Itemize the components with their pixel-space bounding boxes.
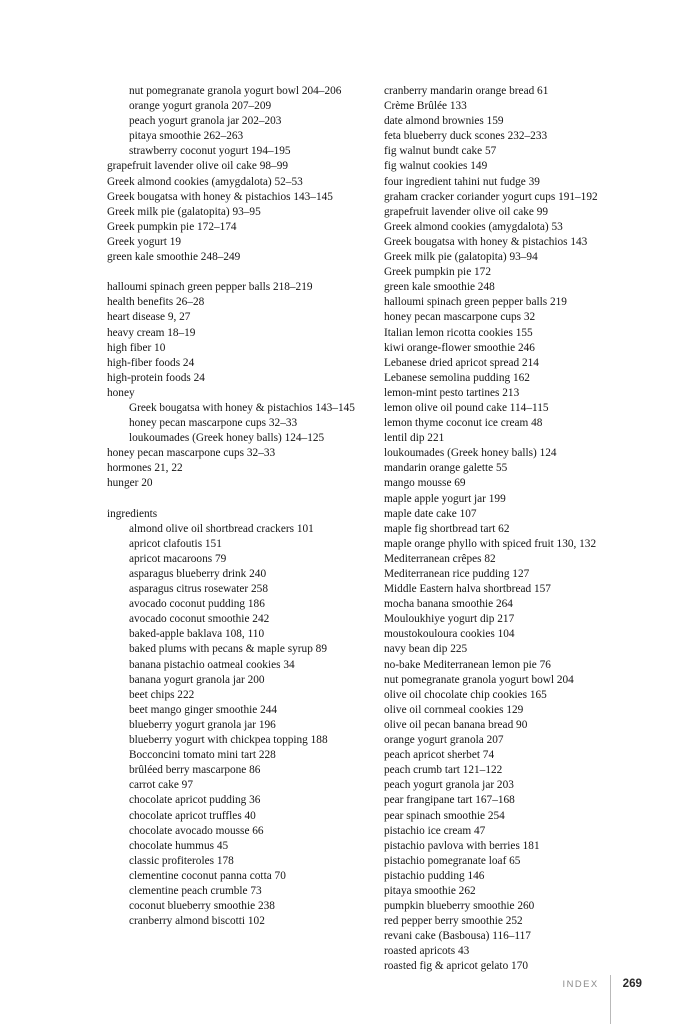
index-entry: halloumi spinach green pepper balls 218–219: [107, 281, 313, 294]
index-entry: lemon olive oil pound cake 114–115: [384, 401, 549, 414]
index-entry: honey pecan mascarpone cups 32: [384, 311, 536, 324]
index-entry: fig walnut cookies 149: [384, 160, 488, 173]
index-subentry: banana pistachio oatmeal cookies 34: [129, 658, 295, 671]
index-entry: pumpkin blueberry smoothie 260: [384, 900, 535, 913]
index-entry: mandarin orange galette 55: [384, 462, 508, 475]
index-entry: Greek bougatsa with honey & pistachios 143: [384, 235, 588, 248]
index-subentry: almond olive oil shortbread crackers 101: [129, 522, 314, 535]
index-entry: high-protein foods 24: [107, 371, 205, 384]
index-subentry: banana yogurt granola jar 200: [129, 673, 265, 686]
index-entry: orange yogurt granola 207: [384, 734, 504, 747]
index-entry: Greek bougatsa with honey & pistachios 143–145: [107, 190, 333, 203]
index-entry: kiwi orange-flower smoothie 246: [384, 341, 535, 354]
index-entry: nut pomegranate granola yogurt bowl 204: [384, 673, 574, 686]
index-entry: honey: [107, 386, 135, 399]
index-entry: fig walnut bundt cake 57: [384, 145, 497, 158]
index-entry: loukoumades (Greek honey balls) 124: [384, 447, 557, 460]
index-subentry: brûléed berry mascarpone 86: [129, 764, 261, 777]
footer-section-label: INDEX: [562, 978, 599, 989]
index-entry: Greek pumpkin pie 172: [384, 266, 491, 279]
index-subentry: loukoumades (Greek honey balls) 124–125: [129, 432, 325, 445]
index-entry: Crème Brûlée 133: [384, 100, 467, 113]
index-entry: grapefruit lavender olive oil cake 98–99: [107, 160, 288, 173]
index-entry: revani cake (Basbousa) 116–117: [384, 930, 531, 943]
index-entry: heart disease 9, 27: [107, 311, 191, 324]
index-entry: heavy cream 18–19: [107, 326, 196, 339]
index-entry: maple date cake 107: [384, 507, 477, 520]
index-subentry: blueberry yogurt granola jar 196: [129, 718, 276, 731]
index-entry: pistachio pomegranate loaf 65: [384, 854, 521, 867]
index-entry: cranberry mandarin orange bread 61: [384, 85, 549, 97]
index-subentry: chocolate hummus 45: [129, 839, 229, 852]
index-subentry: apricot clafoutis 151: [129, 537, 222, 550]
index-entry: navy bean dip 225: [384, 643, 468, 656]
index-columns: [0, 84, 682, 975]
index-entry: ingredients: [107, 507, 158, 520]
index-subentry: honey pecan mascarpone cups 32–33: [129, 417, 298, 430]
index-subentry: chocolate apricot pudding 36: [129, 794, 261, 807]
index-subentry: nut pomegranate granola yogurt bowl 204–206: [129, 85, 342, 97]
index-entry: lentil dip 221: [384, 432, 445, 445]
index-entry: honey pecan mascarpone cups 32–33: [107, 447, 276, 460]
index-entry: maple fig shortbread tart 62: [384, 522, 510, 535]
index-entry: Middle Eastern halva shortbread 157: [384, 583, 551, 596]
index-subentry: peach yogurt granola jar 202–203: [129, 115, 282, 128]
index-entry: high-fiber foods 24: [107, 356, 195, 369]
index-entry: green kale smoothie 248: [384, 281, 495, 294]
index-entry: Greek yogurt 19: [107, 235, 182, 248]
index-subentry: carrot cake 97: [129, 779, 193, 792]
index-subentry: baked-apple baklava 108, 110: [129, 628, 265, 641]
index-entry: pistachio pudding 146: [384, 869, 485, 882]
index-subentry: blueberry yogurt with chickpea topping 188: [129, 734, 328, 747]
index-entry: maple orange phyllo with spiced fruit 130, 132: [384, 537, 597, 550]
index-entry: hormones 21, 22: [107, 462, 183, 475]
index-entry: date almond brownies 159: [384, 115, 504, 128]
index-entry: red pepper berry smoothie 252: [384, 915, 523, 928]
index-entry: pear spinach smoothie 254: [384, 809, 505, 822]
index-subentry: chocolate avocado mousse 66: [129, 824, 264, 837]
index-entry: hunger 20: [107, 477, 153, 490]
index-entry: Greek milk pie (galatopita) 93–94: [384, 251, 538, 264]
index-subentry: Bocconcini tomato mini tart 228: [129, 749, 276, 762]
index-subentry: chocolate apricot truffles 40: [129, 809, 256, 822]
index-entry: halloumi spinach green pepper balls 219: [384, 296, 567, 309]
index-entry: pear frangipane tart 167–168: [384, 794, 515, 807]
index-subentry: coconut blueberry smoothie 238: [129, 900, 275, 913]
index-entry: maple apple yogurt jar 199: [384, 492, 506, 505]
index-entry: peach crumb tart 121–122: [384, 764, 503, 777]
index-entry: Lebanese semolina pudding 162: [384, 371, 530, 384]
index-entry: green kale smoothie 248–249: [107, 251, 241, 264]
index-subentry: classic profiteroles 178: [129, 854, 234, 867]
index-entry: lemon-mint pesto tartines 213: [384, 386, 520, 399]
index-subentry: orange yogurt granola 207–209: [129, 100, 272, 113]
index-subentry: strawberry coconut yogurt 194–195: [129, 145, 291, 158]
index-subentry: cranberry almond biscotti 102: [129, 915, 265, 928]
index-subentry: Greek bougatsa with honey & pistachios 143–145: [129, 401, 355, 414]
index-entry: Lebanese dried apricot spread 214: [384, 356, 539, 369]
index-entry: lemon thyme coconut ice cream 48: [384, 417, 543, 430]
index-entry: grapefruit lavender olive oil cake 99: [384, 205, 549, 218]
index-entry: olive oil chocolate chip cookies 165: [384, 688, 547, 701]
page-footer: [0, 975, 682, 1024]
index-subentry: asparagus blueberry drink 240: [129, 568, 267, 580]
index-entry: olive oil cornmeal cookies 129: [384, 703, 524, 716]
index-subentry: baked plums with pecans & maple syrup 89: [129, 643, 327, 656]
index-entry: Greek almond cookies (amygdalota) 53: [384, 220, 563, 233]
index-entry: roasted apricots 43: [384, 945, 470, 958]
index-entry: Greek almond cookies (amygdalota) 52–53: [107, 175, 303, 188]
index-subentry: avocado coconut pudding 186: [129, 598, 265, 611]
index-subentry: avocado coconut smoothie 242: [129, 613, 270, 626]
index-subentry: clementine coconut panna cotta 70: [129, 869, 286, 882]
index-entry: Greek milk pie (galatopita) 93–95: [107, 205, 261, 218]
index-entry: olive oil pecan banana bread 90: [384, 718, 528, 731]
index-entry: high fiber 10: [107, 341, 166, 354]
index-entry: Mediterranean crêpes 82: [384, 552, 496, 565]
index-column-right: [384, 84, 646, 975]
index-entry: peach yogurt granola jar 203: [384, 779, 514, 792]
index-entry: Greek pumpkin pie 172–174: [107, 220, 237, 233]
index-subentry: beet mango ginger smoothie 244: [129, 703, 278, 716]
index-subentry: apricot macaroons 79: [129, 552, 227, 565]
index-subentry: asparagus citrus rosewater 258: [129, 583, 268, 596]
index-entry: pistachio ice cream 47: [384, 824, 486, 837]
index-entry: graham cracker coriander yogurt cups 191–192: [384, 190, 598, 203]
index-entry: four ingredient tahini nut fudge 39: [384, 175, 540, 188]
index-subentry: pitaya smoothie 262–263: [129, 130, 244, 143]
index-subentry: beet chips 222: [129, 688, 195, 701]
index-column-left: [107, 84, 357, 929]
index-subentry: clementine peach crumble 73: [129, 884, 262, 897]
index-entry: roasted fig & apricot gelato 170: [384, 960, 528, 973]
entry-group-gap: [107, 265, 357, 280]
index-entry: mocha banana smoothie 264: [384, 598, 513, 611]
index-entry: Mediterranean rice pudding 127: [384, 568, 530, 580]
footer-inner: [563, 975, 643, 1024]
index-entry: mango mousse 69: [384, 477, 466, 490]
index-entry: Italian lemon ricotta cookies 155: [384, 326, 533, 339]
entry-group-gap: [107, 492, 357, 507]
index-entry: no-bake Mediterranean lemon pie 76: [384, 658, 551, 671]
index-entry: peach apricot sherbet 74: [384, 749, 495, 762]
page-number: 269: [622, 977, 642, 990]
index-entry: moustokouloura cookies 104: [384, 628, 515, 641]
index-entry: feta blueberry duck scones 232–233: [384, 130, 548, 143]
index-entry: pitaya smoothie 262: [384, 884, 476, 897]
index-entry: Mouloukhiye yogurt dip 217: [384, 613, 515, 626]
index-entry: health benefits 26–28: [107, 296, 205, 309]
index-entry: pistachio pavlova with berries 181: [384, 839, 540, 852]
